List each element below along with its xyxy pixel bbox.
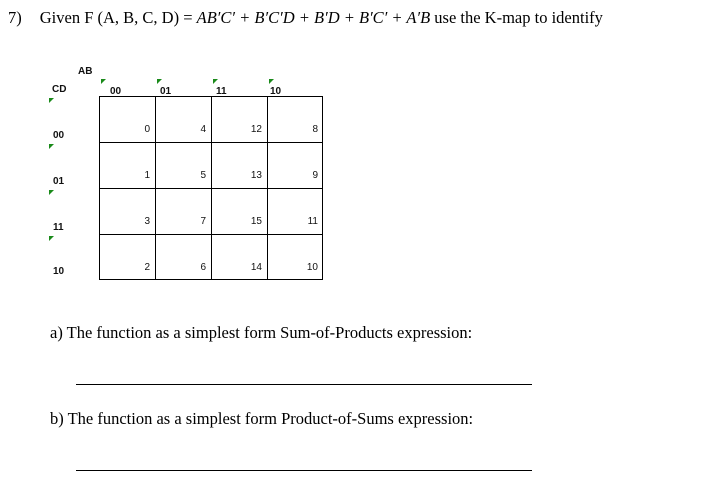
kmap-cell: 3 — [144, 216, 150, 227]
cell-indicator-mark — [213, 79, 218, 84]
cell-indicator-mark — [101, 79, 106, 84]
kmap-cell: 7 — [200, 216, 206, 227]
kmap-row-variable: CD — [52, 84, 67, 95]
kmap-col-header: 11 — [216, 86, 227, 97]
kmap-row-header: 00 — [53, 130, 65, 141]
kmap-cell: 4 — [200, 124, 206, 135]
kmap-row-header: 11 — [53, 222, 64, 233]
grid-line — [100, 234, 322, 235]
question-lead: Given F (A, B, C, D) = — [39, 8, 197, 27]
kmap-cell: 5 — [200, 170, 206, 181]
grid-line — [100, 188, 322, 189]
kmap-row-header: 01 — [53, 176, 65, 187]
kmap-cell: 8 — [312, 124, 318, 135]
question-tail: use the K-map to identify — [430, 8, 603, 27]
kmap-row-header: 10 — [53, 266, 65, 277]
kmap-cell: 0 — [144, 124, 150, 135]
cell-indicator-mark — [269, 79, 274, 84]
kmap-cell: 15 — [250, 216, 262, 227]
question-text — [8, 8, 603, 28]
part-a-answer-line[interactable] — [76, 384, 532, 385]
kmap-cell: 1 — [144, 170, 150, 181]
boolean-expression: AB′C′ + B′C′D + B′D + B′C′ + A′B — [196, 8, 431, 27]
part-b-answer-line[interactable] — [76, 470, 532, 471]
kmap-cell: 9 — [312, 170, 318, 181]
part-a-prompt: a) The function as a simplest form Sum-of-Products expression: — [50, 323, 473, 342]
kmap-cell: 13 — [250, 170, 262, 181]
kmap-col-header: 01 — [160, 86, 172, 97]
kmap-cell: 14 — [250, 262, 262, 273]
cell-indicator-mark — [49, 190, 54, 195]
part-b-prompt: b) The function as a simplest form Product-of-Sums expression: — [50, 409, 474, 428]
grid-line — [100, 142, 322, 143]
kmap-cell: 11 — [307, 216, 318, 227]
kmap-cell: 6 — [200, 262, 206, 273]
kmap-grid — [99, 96, 323, 280]
cell-indicator-mark — [49, 236, 54, 241]
kmap-cell: 2 — [144, 262, 150, 273]
cell-indicator-mark — [49, 144, 54, 149]
kmap-col-variable: AB — [78, 66, 93, 77]
cell-indicator-mark — [49, 98, 54, 103]
kmap-col-header: 10 — [270, 86, 282, 97]
kmap-col-header: 00 — [110, 86, 122, 97]
kmap-cell: 12 — [250, 124, 262, 135]
kmap-cell: 10 — [306, 262, 318, 273]
cell-indicator-mark — [157, 79, 162, 84]
question-number: 7) — [8, 8, 22, 27]
